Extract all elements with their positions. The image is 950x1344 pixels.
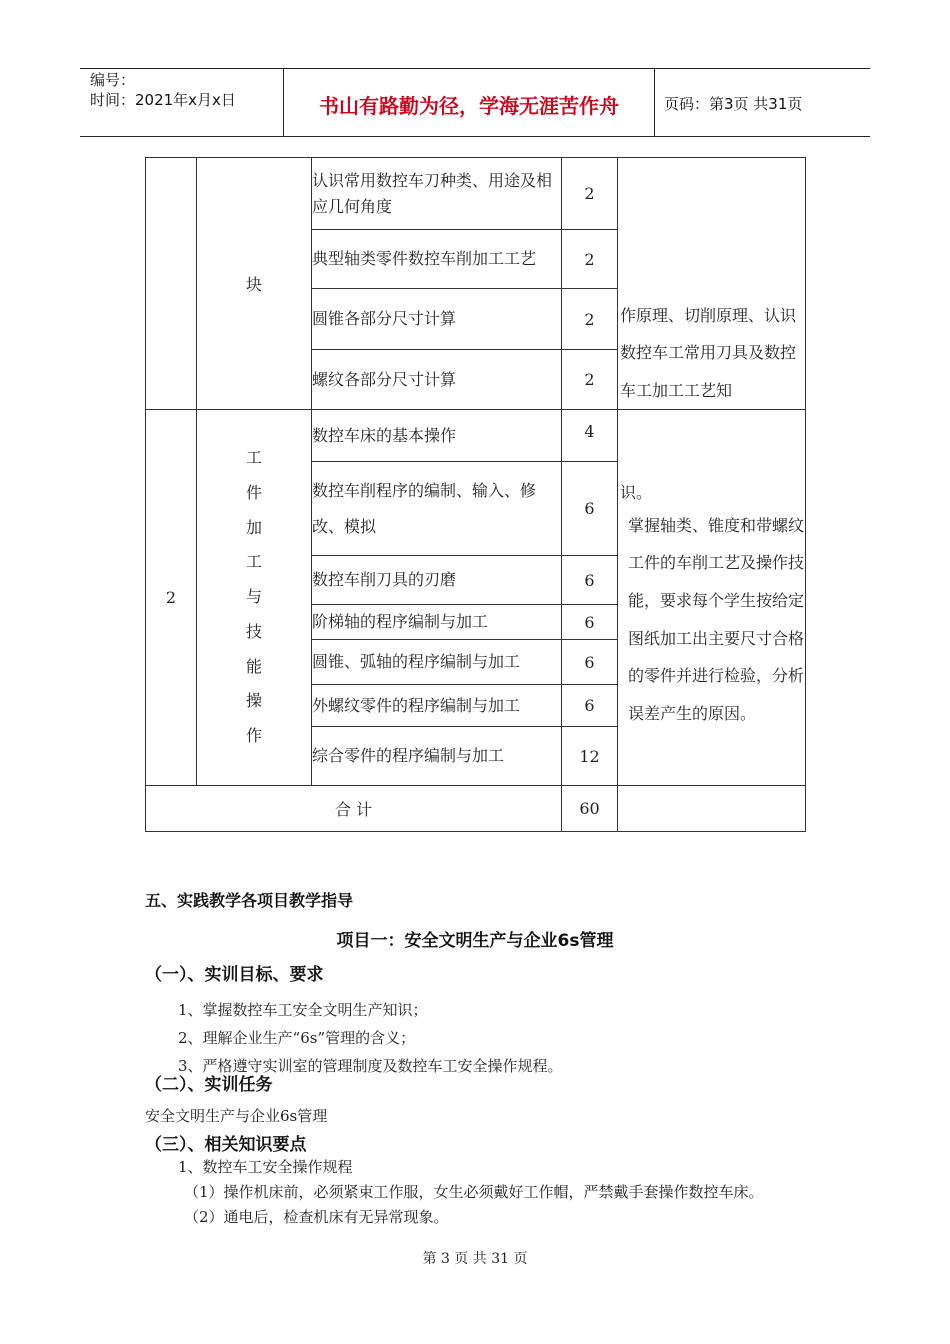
content-cell: 典型轴类零件数控车削加工工艺 [312,230,562,289]
remark-text-bottom: 掌握轴类、锥度和带螺纹工件的车削工艺及操作技能，要求每个学生按给定图纸加工出主要尺寸合格的零件并进行检验，分析误差产生的原因。 [628,515,805,723]
list-item: （1）操作机床前，必须紧束工作服，女生必须戴好工作帽，严禁戴手套操作数控车床。 [184,1183,764,1201]
document-time: 时间：2021年x月x日 [90,91,236,109]
subsection-title: （一）、实训目标、要求 [145,965,324,985]
content-cell: 阶梯轴的程序编制与加工 [312,605,562,640]
section-title: 五、实践教学各项目教学指导 [145,891,354,910]
module-name-continued: 块 [245,275,262,294]
project-title: 项目一：安全文明生产与企业6s管理 [336,931,614,951]
hours-cell: 2 [562,289,618,350]
hours-cell: 6 [562,462,618,556]
subsection-title: （三）、相关知识要点 [145,1135,307,1155]
course-schedule-table [145,157,806,832]
header-page-number: 页码：第3页 共31页 [664,95,803,113]
content-cell: 数控车削程序的编制、输入、修改、模拟 [312,462,562,556]
document-number: 编号： [90,71,136,89]
hours-cell: 6 [562,556,618,605]
module-name-vertical: 工 件 加 工 与 技 能 操 作 [245,448,262,745]
list-item: 1、数控车工安全操作规程 [178,1158,353,1176]
total-remark [618,786,806,832]
hours-cell: 2 [562,158,618,230]
header-meta [90,70,236,110]
table-row [146,410,806,462]
hours-cell: 12 [562,727,618,786]
task-text: 安全文明生产与企业6s管理 [145,1107,328,1125]
header-bottom-rule [80,136,870,137]
content-cell: 圆锥、弧轴的程序编制与加工 [312,640,562,685]
content-cell: 认识常用数控车刀种类、用途及相应几何角度 [312,158,562,230]
remark-cell [618,410,806,786]
hours-cell: 2 [562,350,618,410]
hours-cell: 6 [562,605,618,640]
list-item: 2、理解企业生产“6s”管理的含义； [178,1029,416,1047]
module-number-cell: 2 [146,410,197,786]
header-divider [654,68,655,136]
page-footer: 第 3 页 共 31 页 [422,1251,528,1267]
content-cell: 综合零件的程序编制与加工 [312,727,562,786]
content-cell: 圆锥各部分尺寸计算 [312,289,562,350]
knowledge-points [178,1155,764,1230]
hours-cell: 6 [562,685,618,727]
content-cell: 螺纹各部分尺寸计算 [312,350,562,410]
hours-cell: 6 [562,640,618,685]
content-cell: 数控车床的基本操作 [312,410,562,462]
total-label: 合 计 [146,786,562,832]
content-cell: 外螺纹零件的程序编制与加工 [312,685,562,727]
hours-cell: 4 [562,410,618,462]
remark-text-first: 识。 [620,482,653,502]
list-item: （2）通电后，检查机床有无异常现象。 [184,1208,449,1226]
module-name-cell [197,410,312,786]
header-top-rule [80,68,870,69]
table-row [146,158,806,230]
module-number-cell [146,158,197,410]
goals-list [178,996,563,1080]
content-cell: 数控车削刀具的刃磨 [312,556,562,605]
remark-text-top: 作原理、切削原理、认识数控车工常用刀具及数控车工加工工艺知 [620,305,797,400]
list-item: 1、掌握数控车工安全文明生产知识； [178,1001,428,1019]
subsection-title: （二）、实训任务 [145,1075,273,1095]
header-motto: 书山有路勤为径，学海无涯苦作舟 [319,94,619,118]
module-name-cell [197,158,312,410]
remark-cell [618,158,806,410]
hours-cell: 2 [562,230,618,289]
total-hours: 60 [562,786,618,832]
list-item: 3、严格遵守实训室的管理制度及数控车工安全操作规程。 [178,1057,563,1075]
table-total-row [146,786,806,832]
